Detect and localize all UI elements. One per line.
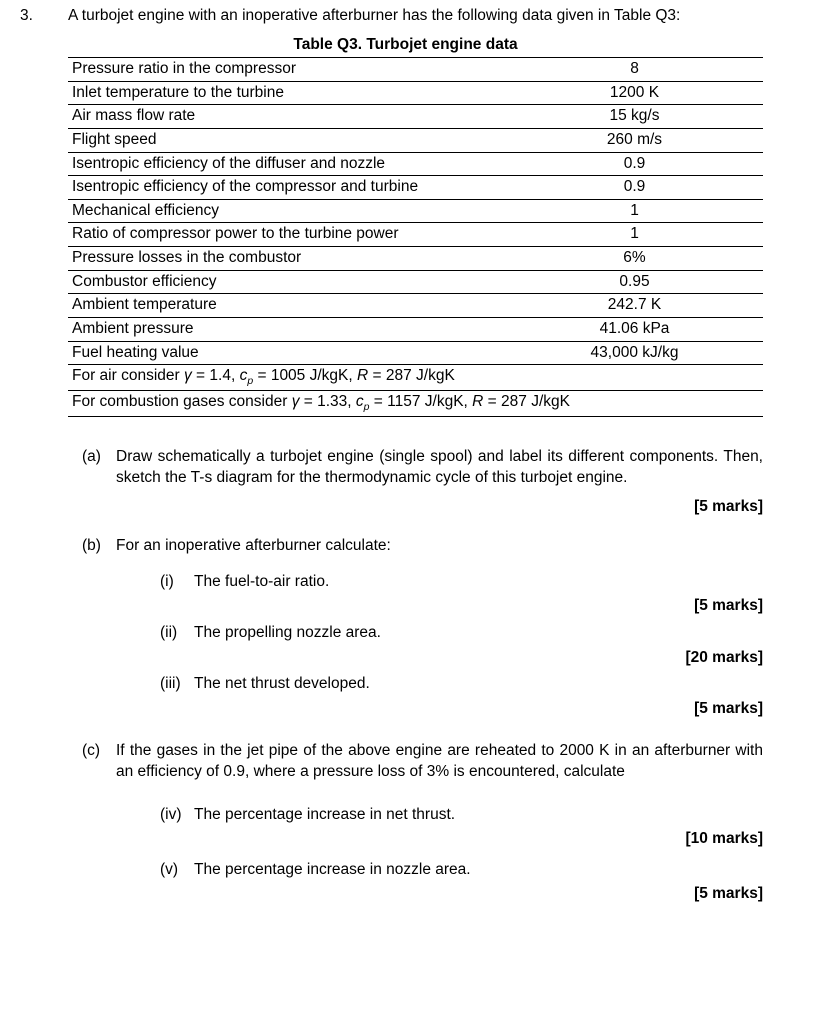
part-c-item-iv-tag: (iv) xyxy=(160,805,182,823)
part-b xyxy=(20,536,763,557)
part-a-tag: (a) xyxy=(82,448,101,466)
part-c-item-v-tag: (v) xyxy=(160,860,179,878)
part-c-item-iv-text: The percentage increase in net thrust. xyxy=(194,805,456,823)
row-label: Air mass flow rate xyxy=(68,105,506,129)
row-value: 1200 K xyxy=(506,81,763,105)
part-c-item-v-marks: [5 marks] xyxy=(694,885,763,903)
row-label: Inlet temperature to the turbine xyxy=(68,81,506,105)
table-row xyxy=(68,317,763,341)
table-row xyxy=(68,294,763,318)
part-a-text: Draw schematically a turbojet engine (single spool) and label its different components. Then, sketch the T-s diagram for the thermodynamic cycle of this turbojet engine. xyxy=(116,448,763,486)
part-c-text: If the gases in the jet pipe of the above engine are reheated to 2000 K in an afterburner with an efficiency of 0.9, where a pressure loss of 3% is encountered, calculate xyxy=(116,742,763,780)
part-c-tag: (c) xyxy=(82,742,101,760)
table-row xyxy=(68,199,763,223)
row-value: 260 m/s xyxy=(506,129,763,153)
table-note: For air consider γ = 1.4, $c_p = 1005$ J/kgK, R = 287 J/kgK xyxy=(68,365,763,391)
table-row xyxy=(68,341,763,365)
row-value: 0.9 xyxy=(506,152,763,176)
row-label: Combustor efficiency xyxy=(68,270,506,294)
table-row xyxy=(68,58,763,82)
table-row xyxy=(68,247,763,271)
table-note-row xyxy=(68,365,763,391)
row-value: 1 xyxy=(506,199,763,223)
part-b-item-iii xyxy=(20,674,763,695)
table-row xyxy=(68,223,763,247)
part-c-item-v-text: The percentage increase in nozzle area. xyxy=(194,860,471,878)
row-value: 242.7 K xyxy=(506,294,763,318)
part-b-item-ii-text: The propelling nozzle area. xyxy=(194,623,381,641)
row-value: 1 xyxy=(506,223,763,247)
part-b-item-i-text: The fuel-to-air ratio. xyxy=(194,572,330,590)
part-c-item-iv-marks: [10 marks] xyxy=(685,830,763,848)
question-number: 3. xyxy=(20,7,33,24)
row-value: 0.9 xyxy=(506,176,763,200)
part-b-text: For an inoperative afterburner calculate: xyxy=(116,537,391,555)
part-b-item-iii-text: The net thrust developed. xyxy=(194,675,370,693)
row-label: Ratio of compressor power to the turbine power xyxy=(68,223,506,247)
table-row xyxy=(68,176,763,200)
row-label: Flight speed xyxy=(68,129,506,153)
table-block xyxy=(20,35,763,418)
part-a xyxy=(20,447,763,488)
row-label: Fuel heating value xyxy=(68,341,506,365)
part-b-tag: (b) xyxy=(82,537,101,555)
table-title: Table Q3. Turbojet engine data xyxy=(293,35,518,53)
row-value: 43,000 kJ/kg xyxy=(506,341,763,365)
part-c xyxy=(20,741,763,782)
table-row xyxy=(68,129,763,153)
row-label: Isentropic efficiency of the compressor and turbine xyxy=(68,176,506,200)
row-value: 8 xyxy=(506,58,763,82)
part-b-item-ii-marks: [20 marks] xyxy=(685,648,763,666)
table-note: For combustion gases consider γ = 1.33, $c_p = 1157$ J/kgK, R = 287 J/kgK xyxy=(68,391,763,417)
part-a-marks: [5 marks] xyxy=(694,498,763,516)
part-c-item-iv xyxy=(20,805,763,826)
part-b-item-iii-marks: [5 marks] xyxy=(694,699,763,717)
part-c-item-v xyxy=(20,860,763,881)
row-label: Isentropic efficiency of the diffuser and nozzle xyxy=(68,152,506,176)
part-b-item-i-marks: [5 marks] xyxy=(694,597,763,615)
part-b-item-i-tag: (i) xyxy=(160,572,174,590)
row-value: 41.06 kPa xyxy=(506,317,763,341)
table-row xyxy=(68,81,763,105)
row-label: Ambient temperature xyxy=(68,294,506,318)
part-b-item-iii-tag: (iii) xyxy=(160,675,181,693)
table-row xyxy=(68,105,763,129)
row-label: Mechanical efficiency xyxy=(68,199,506,223)
part-b-item-ii-tag: (ii) xyxy=(160,623,178,641)
row-label: Ambient pressure xyxy=(68,317,506,341)
table-row xyxy=(68,270,763,294)
part-b-item-i xyxy=(20,572,763,593)
question-header xyxy=(20,6,763,27)
row-value: 0.95 xyxy=(506,270,763,294)
row-label: Pressure ratio in the compressor xyxy=(68,58,506,82)
row-label: Pressure losses in the combustor xyxy=(68,247,506,271)
row-value: 6% xyxy=(506,247,763,271)
table-note-row xyxy=(68,391,763,417)
row-value: 15 kg/s xyxy=(506,105,763,129)
turbojet-data-table xyxy=(68,57,763,417)
table-row xyxy=(68,152,763,176)
question-stem: A turbojet engine with an inoperative afterburner has the following data given in Table Q3: xyxy=(68,7,681,24)
part-b-item-ii xyxy=(20,623,763,644)
